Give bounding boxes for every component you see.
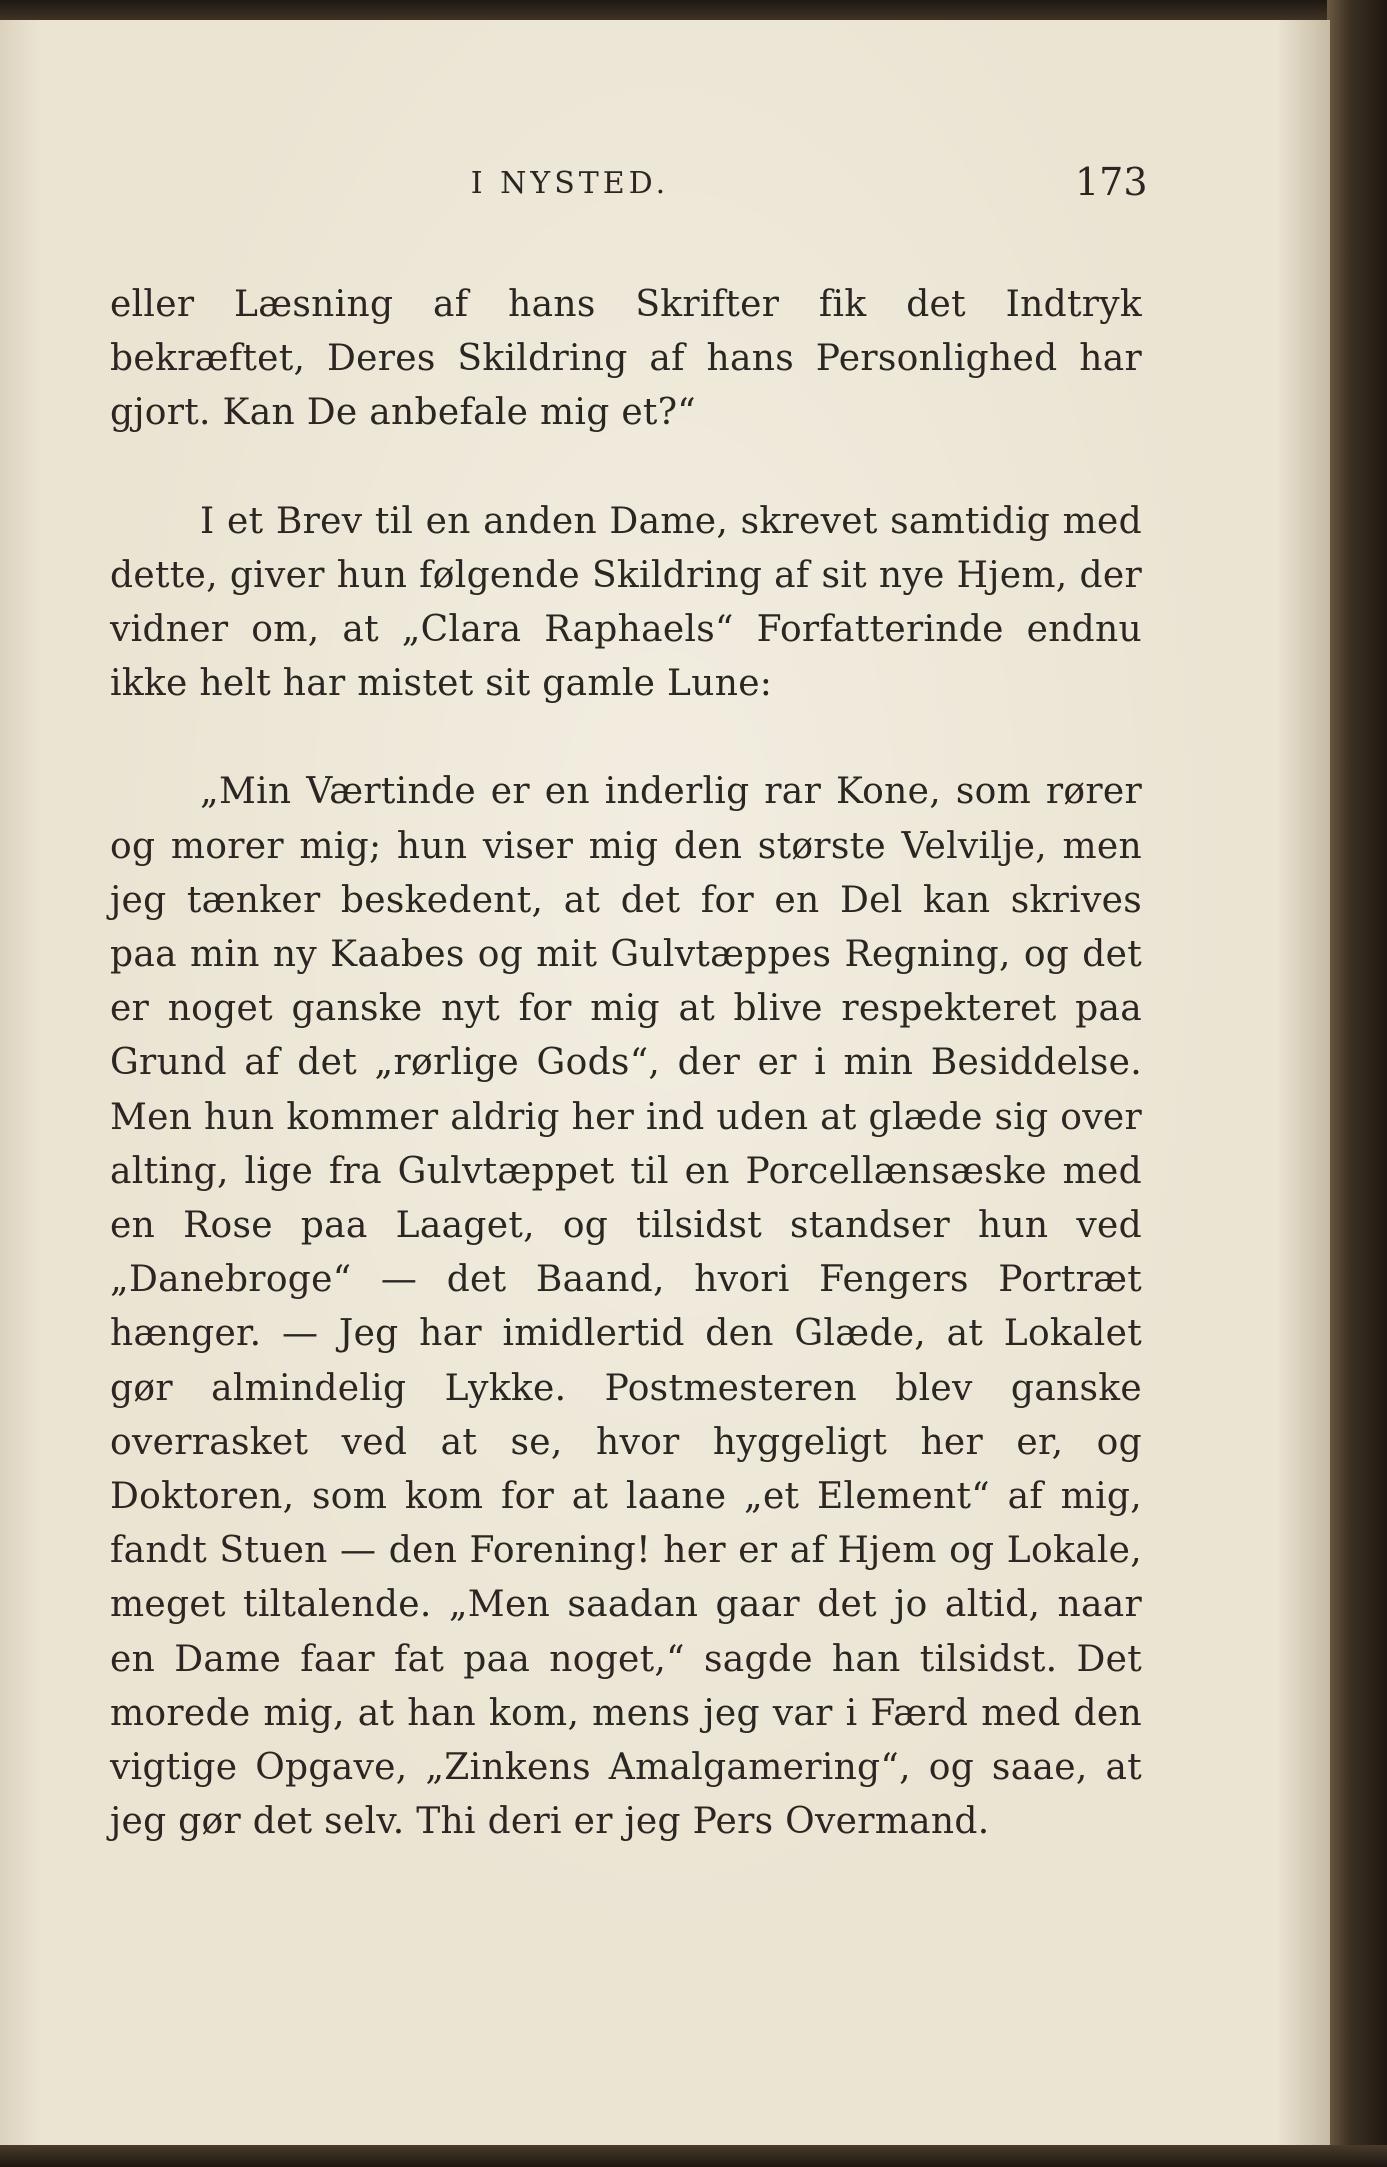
- paragraph-gap: [110, 711, 1142, 765]
- page-number: 173: [1075, 160, 1148, 204]
- paragraph: „Min Værtinde er en inderlig rar Kone, som rører og morer mig; hun viser mig den største Velvilje, men jeg tænker beskedent, at det for en Del kan skrives paa min ny Kaabes og mit Gulvtæppes Regning, og det er noget ganske nyt for mig at blive respekteret paa Grund af det „rørlige Gods“, der er i min Besiddelse. Men hun kommer aldrig her ind uden at glæde sig over alting, lige fra Gulvtæppet til en Porcellænsæske med en Rose paa Laaget, og tilsidst standser hun ved „Danebroge“ — det Baand, hvori Fengers Portræt hænger. — Jeg har imidlertid den Glæde, at Lokalet gør almindelig Lykke. Postmesteren blev ganske overrasket ved at se, hvor hyggeligt her er, og Doktoren, som kom for at laane „et Element“ af mig, fandt Stuen — den Forening! her er af Hjem og Lokale, meget tiltalende. „Men saadan gaar det jo altid, naar en Dame faar fat paa noget,“ sagde han tilsidst. Det morede mig, at han kom, mens jeg var i Færd med den vigtige Opgave, „Zinkens Amalgamering“, og saae, at jeg gør det selv. Thi deri er jeg Pers Overmand.: [110, 771, 1142, 1843]
- paragraph-gap: [110, 441, 1142, 495]
- paragraph: eller Læsning af hans Skrifter fik det Indtryk bekræftet, Deres Skildring af hans Personlighed har gjort. Kan De anbefale mig et?“: [110, 284, 1142, 434]
- running-title: I NYSTED.: [470, 166, 670, 201]
- page-body: [110, 278, 1142, 1849]
- paragraph: I et Brev til en anden Dame, skrevet samtidig med dette, giver hun følgende Skildring af sit nye Hjem, der vidner om, at „Clara Raphaels“ Forfatterinde endnu ikke helt har mistet sit gamle Lune:: [110, 500, 1142, 705]
- book-page: [0, 20, 1330, 2145]
- book-edge-bottom: [0, 2145, 1387, 2167]
- book-edge-right: [1327, 0, 1387, 2167]
